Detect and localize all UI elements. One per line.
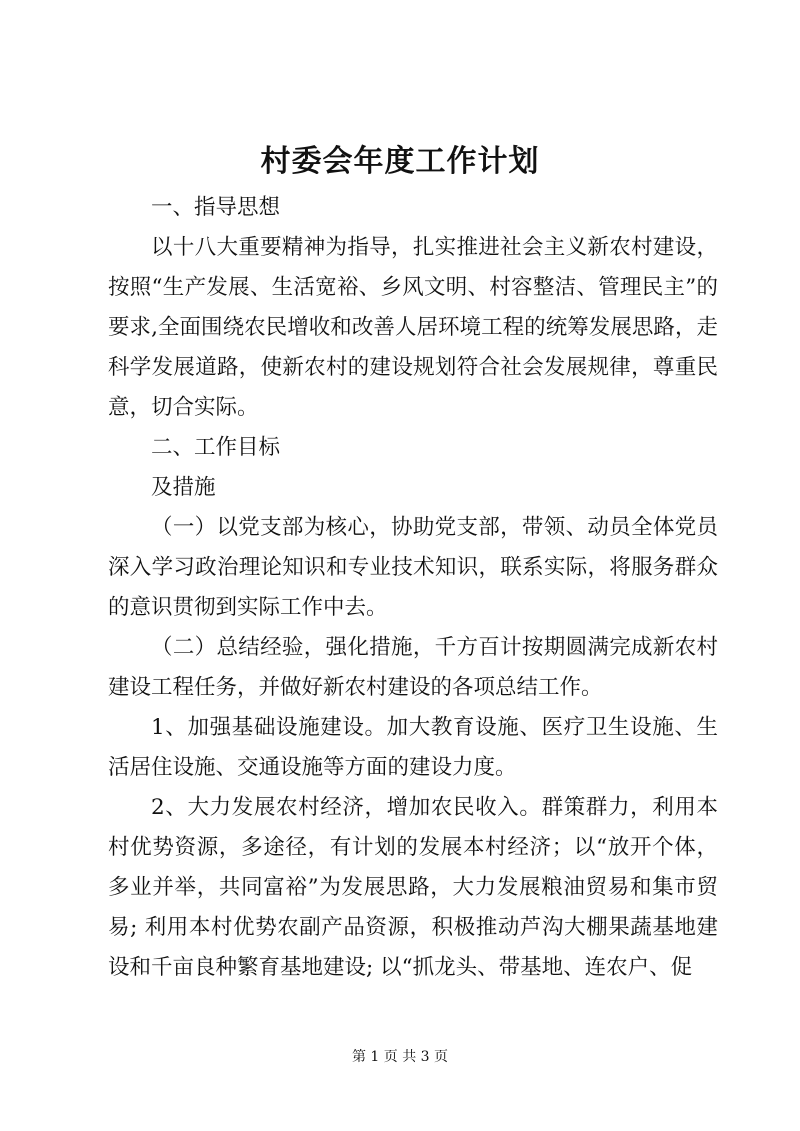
- section-heading-work-goals: 二、工作目标: [151, 435, 281, 460]
- paragraph-item-1: （一）以党支部为核心，协助党支部，带领、动员全体党员深入学习政治理论知识和专业技术知识，联系实际，将服务群众的意识贯彻到实际工作中去。: [108, 515, 718, 620]
- paragraph-guiding-ideology: 以十八大重要精神为指导，扎实推进社会主义新农村建设，按照“生产发展、生活宽裕、乡风文明、村容整洁、管理民主”的要求,全面围绕农民增收和改善人居环境工程的统筹发展思路，走科学发展道路，使新农村的建设规划符合社会发展规律，尊重民意，切合实际。: [108, 235, 718, 420]
- page-footer: 第 1 页 共 3 页: [351, 1049, 449, 1065]
- paragraph-item-2: （二）总结经验，强化措施，千方百计按期圆满完成新农村建设工程任务，并做好新农村建设的各项总结工作。: [108, 635, 718, 700]
- document-title: 村委会年度工作计划: [260, 144, 540, 179]
- paragraph-economy: 2、大力发展农村经济，增加农民收入。群策群力，利用本村优势资源，多途径，有计划的发展本村经济；以“放开个体，多业并举，共同富裕”为发展思路，大力发展粮油贸易和集市贸易; 利用本村优势农副产品资源，积极推动芦沟大棚果蔬基地建设和千亩良种繁育基地建设; 以“抓龙头、带基地、连农户、促: [108, 795, 718, 980]
- section-heading-measures: 及措施: [151, 475, 216, 500]
- document-body: [108, 188, 718, 988]
- paragraph-infrastructure: 1、加强基础设施建设。加大教育设施、医疗卫生设施、生活居住设施、交通设施等方面的建设力度。: [108, 715, 718, 780]
- section-heading-guiding-ideology: 一、指导思想: [151, 195, 281, 220]
